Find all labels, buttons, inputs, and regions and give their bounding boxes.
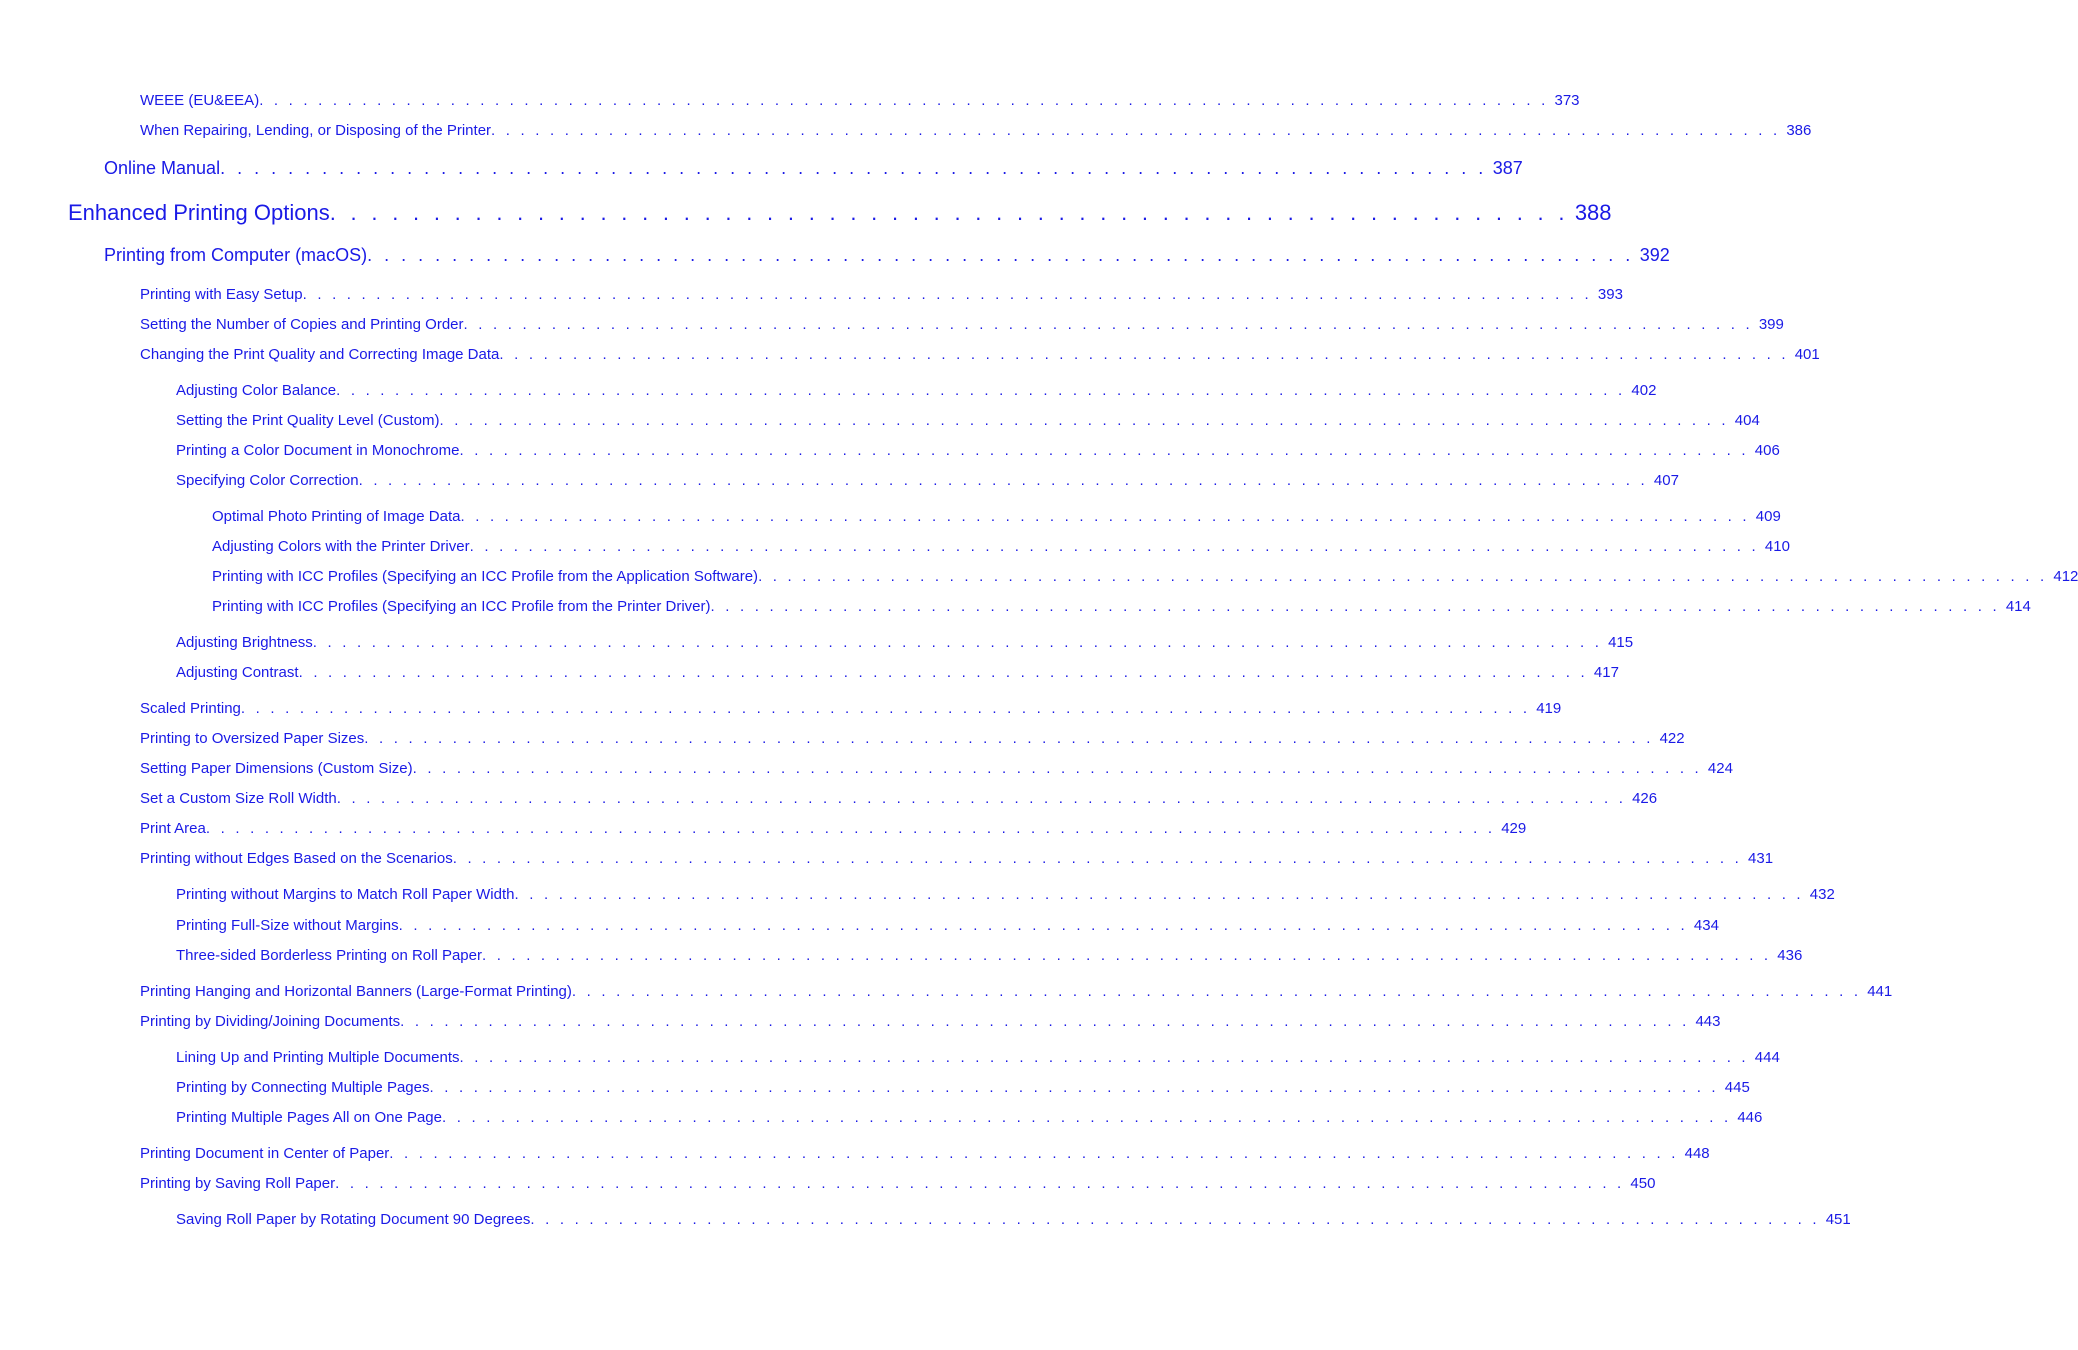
toc-entry[interactable]: [68, 200, 1612, 226]
toc-entry[interactable]: [140, 730, 1685, 747]
toc-entry-title: Adjusting Color Balance: [176, 382, 337, 399]
toc-entry-title: Changing the Print Quality and Correcting Image Data: [140, 346, 500, 363]
toc-entry[interactable]: [176, 1211, 1851, 1228]
toc-entry[interactable]: [176, 1109, 1763, 1126]
toc-entry-title: Saving Roll Paper by Rotating Document 90 Degrees: [176, 1211, 531, 1228]
toc-entry-title: Setting Paper Dimensions (Custom Size): [140, 760, 413, 777]
toc-page-number: 399: [1758, 316, 1784, 333]
toc-page-number: 417: [1593, 664, 1619, 681]
dot-leader: . . . . . . . . . . . . . . . . . . . . . . . . . . . . . . . . . . . . . . . . . . . . . . . . . . . . . . . . . . . . . . . . . . . . . . . . . . . . . . . . . . . . . . . .: [312, 634, 1603, 651]
dot-leader: . . . . . . . . . . . . . . . . . . . . . . . . . . . . . . . . . . . . . . . . . . . . . . . . . . . . . . . . . . . . . . . . . . . . . . . . . . . . . . . . . . . . . . . .: [298, 664, 1588, 681]
toc-entry-title: Three-sided Borderless Printing on Roll Paper: [176, 947, 482, 964]
toc-entry[interactable]: [176, 442, 1780, 459]
toc-entry-title: Printing from Computer (macOS): [104, 245, 368, 265]
toc-page-number: 410: [1764, 538, 1790, 555]
toc-entry-title: Printing without Edges Based on the Scenarios: [140, 850, 453, 867]
dot-leader: . . . . . . . . . . . . . . . . . . . . . . . . . . . . . . . . . . . . . . . . . . . . . . . . . . . . . . . . . . . . . . . . . . . . . . . . . . . . . . . . . . . . . . . .: [460, 508, 1750, 525]
dot-leader: . . . . . . . . . . . . . . . . . . . . . . . . . . . . . . . . . . . . . . . . . . . . . . . . . . . . . . . . . . . . . . . . . . . . . . . . . . . . . . . . . . . . . . . .: [429, 1079, 1719, 1096]
toc-page-number: 415: [1608, 634, 1634, 651]
dot-leader: . . . . . . . . . . . . . . . . . . . . . . . . . . . . . . . . . . . . . . . . . . . . . . . . . . . . . . . . . . . . . . . . . . . . . . . . . . . . . . . . . . . . . . . .: [412, 760, 1702, 777]
dot-leader: . . . . . . . . . . . . . . . . . . . . . . . . . . . . . . . . . . . . . . . . . . . . . . . . . . . . . . . . . . . . . . . . . . . . . . . . . . . . . . . . . . . . . . . .: [514, 886, 1804, 903]
toc-entry[interactable]: [212, 508, 1781, 525]
toc-entry[interactable]: [140, 92, 1580, 109]
toc-entry-title: Specifying Color Correction: [176, 472, 359, 489]
toc-page-number: 451: [1825, 1211, 1851, 1228]
dot-leader: . . . . . . . . . . . . . . . . . . . . . . . . . . . . . . . . . . . . . . . . . . . . . . . . . . . . . . . . . . . . . . . . . . . . . . . . . . . . . . . . . . . . . . . .: [302, 286, 1592, 303]
toc-entry-title: Printing with ICC Profiles (Specifying an ICC Profile from the Printer Driver): [212, 598, 711, 615]
dot-leader: . . . . . . . . . . . . . . . . . . . . . . . . . . . . . . . . . . . . . . . . . . . . . . . . . . . . . . . . . . . . . . . . . . . . . . . . . . . . . . . . . . . . . . . .: [463, 316, 1753, 333]
toc-entry-title: Print Area: [140, 820, 206, 837]
toc-entry-title: Setting the Print Quality Level (Custom): [176, 412, 440, 429]
toc-page-number: 436: [1777, 947, 1803, 964]
dot-leader: . . . . . . . . . . . . . . . . . . . . . . . . . . . . . . . . . . . . . . . . . . . . . . . . . . . . . . . . . . . . . . . . . . . . . . . . . . . . . . . . . . . . . . . .: [335, 1175, 1625, 1192]
toc-page-number: 445: [1724, 1079, 1750, 1096]
toc-entry[interactable]: [176, 412, 1760, 429]
dot-leader: . . . . . . . . . . . . . . . . . . . . . . . . . . . . . . . . . . . . . . . . . . . . . . . . . . . . . . . . . . . . . . . . . . . . . . . . . . . . . . . . . . . . . . . .: [439, 412, 1729, 429]
toc-entry[interactable]: [176, 886, 1835, 903]
toc-entry[interactable]: [140, 122, 1812, 139]
dot-leader: . . . . . . . . . . . . . . . . . . . . . . . . . . . . . . . . . . . . . . . . . . . . . . . . . . . . . . . . . . . . . . . . . . . . . . . . . . . . . . . . . . . . . . . .: [398, 917, 1688, 934]
dot-leader: . . . . . . . . . . . . . . . . . . . . . . . . . . . . . . . . . . . . . . . . . . . . . . . . . . . . . . . . . . . . . . . . . . . . . . . . . . . . . . . . . . . . . . . .: [481, 947, 1772, 964]
dot-leader: . . . . . . . . . . . . . . . . . . . . . . . . . . . . . . . . . . . . . . . . . . . . . . . . . . . . . . . . . . . . . . . . . . . . . . . . . . . . . . . . . . . . . . . .: [452, 850, 1743, 867]
toc-entry[interactable]: [212, 568, 2078, 585]
toc-page-number: 414: [2005, 598, 2031, 615]
toc-entry[interactable]: [140, 1013, 1721, 1030]
toc-entry-title: Printing by Dividing/Joining Documents: [140, 1013, 401, 1030]
toc-page-number: 373: [1554, 92, 1580, 109]
toc-entry-title: Printing Hanging and Horizontal Banners (Large-Format Printing): [140, 983, 572, 1000]
toc-page-number: 387: [1492, 158, 1523, 178]
toc-entry-title: Printing Multiple Pages All on One Page: [176, 1109, 442, 1126]
toc-entry[interactable]: [140, 286, 1623, 303]
toc-entry-title: Setting the Number of Copies and Printing Order: [140, 316, 464, 333]
toc-entry-title: Enhanced Printing Options: [68, 200, 330, 225]
toc-entry[interactable]: [176, 472, 1679, 489]
toc-entry-title: Online Manual: [104, 158, 221, 178]
dot-leader: . . . . . . . . . . . . . . . . . . . . . . . . . . . . . . . . . . . . . . . . . . . . . . . . . . . . . . . . . . . . . . . . . . . . . . . . . . . . . . . . . . . . . . . .: [459, 1049, 1749, 1066]
toc-entry-title: Printing by Connecting Multiple Pages: [176, 1079, 430, 1096]
toc-entry-title: Printing by Saving Roll Paper: [140, 1175, 336, 1192]
toc-page-number: 401: [1794, 346, 1820, 363]
toc-page-number: 431: [1748, 850, 1774, 867]
toc-page-number: 443: [1695, 1013, 1721, 1030]
toc-page-number: 450: [1630, 1175, 1656, 1192]
toc-entry-title: Adjusting Colors with the Printer Driver: [212, 538, 470, 555]
toc-entry[interactable]: [140, 1175, 1656, 1192]
dot-leader: . . . . . . . . . . . . . . . . . . . . . . . . . . . . . . . . . . . . . . . . . . . . . . . . . . . . . . . . . . . . . . . . . . . . . . . . . . . . . . . . . . . . . . . .: [364, 730, 1654, 747]
toc-entry[interactable]: [176, 664, 1619, 681]
toc-page-number: 424: [1707, 760, 1733, 777]
toc-page-number: 446: [1737, 1109, 1763, 1126]
toc-entry-title: Scaled Printing: [140, 700, 241, 717]
toc-entry[interactable]: [212, 598, 2031, 615]
toc-entry-title: Printing with Easy Setup: [140, 286, 303, 303]
toc-entry-title: WEEE (EU&EEA): [140, 92, 260, 109]
toc-entry-title: Lining Up and Printing Multiple Documents: [176, 1049, 460, 1066]
dot-leader: . . . . . . . . . . . . . . . . . . . . . . . . . . . . . . . . . . . . . . . . . . . . . . . . . . . . . . . . . . . . . . . . . . . . . . . . . . . . . . . . . . . . . . . .: [259, 92, 1549, 109]
toc-entry[interactable]: [104, 245, 1670, 266]
toc-page-number: 392: [1639, 245, 1670, 265]
dot-leader: . . . . . . . . . . . . . . . . . . . . . . . . . . . . . . . . . . . . . . . . . . . . . . . . . . . . . . . . . . . . . . . . . . . . . . . . . . . . . . . . . . . . . . . .: [530, 1211, 1820, 1228]
dot-leader: . . . . . . . . . . . . . . . . . . . . . . . . . . . . . . . . . . . . . . . . . . . . . . . . . . . . . . . . . . . . . . . . . . . . . . . . . . . . . . . . . . . . . . . .: [571, 983, 1862, 1000]
toc-entry[interactable]: [140, 760, 1733, 777]
toc-page-number: 448: [1684, 1145, 1710, 1162]
dot-leader: . . . . . . . . . . . . . . . . . . . . . . . . . . . . . . . . . . . . . . . . . . . . . . . . . . . . . . . . . . . . . . . . . . . . . . . . . . . . . . . . . . . . . . . .: [710, 598, 2000, 615]
toc-entry[interactable]: [176, 947, 1803, 964]
toc-entry-title: Adjusting Brightness: [176, 634, 313, 651]
dot-leader: . . . . . . . . . . . . . . . . . . . . . . . . . . . . . . . . . . . . . . . . . . . . . . . . . . . . . . . . . . . . . . . . . . . . . . . . . . . . . . . . . . . . . . . .: [491, 122, 1781, 139]
toc-entry[interactable]: [140, 700, 1562, 717]
toc-entry[interactable]: [140, 820, 1527, 837]
toc-entry-title: Printing a Color Document in Monochrome: [176, 442, 460, 459]
toc-page-number: 422: [1659, 730, 1685, 747]
toc-entry[interactable]: [176, 1049, 1780, 1066]
dot-leader: . . . . . . . . . . . . . . . . . . . . . . . . . . . . . . . . . . . . . . . . . . . . . . . . . . . . . . . . . . . . . . . . . . . . . . . . . . . . . . . . . . . . . . . .: [358, 472, 1648, 489]
dot-leader: . . . . . . . . . . . . . . . . . . . . . . . . . . . . . . . . . . . . . . . . . . . . . . . . . . . . . . . . . . . . . . . . . . . . . . . . . . . . . . . . . . . . . . . .: [240, 700, 1531, 717]
toc-page-number: 406: [1754, 442, 1780, 459]
toc-page-number: 386: [1786, 122, 1812, 139]
toc-page-number: 419: [1536, 700, 1562, 717]
dot-leader: . . . . . . . . . . . . . . . . . . . . . . . . . . . . . . . . . . . . . . . . . . . . . . . . . . . . . . . . . . . . . . . . . . . . . . . . . . . . . . . . . . . . . . . .: [442, 1109, 1732, 1126]
toc-entry-title: Set a Custom Size Roll Width: [140, 790, 337, 807]
dot-leader: . . . . . . . . . . . . . . . . . . . . . . . . . . . . . . . . . . . . . . . . . . . . . . . . . . . . . . . . . . . . . . . . . . . . . . . . . . . . . . . . . . . . . . . .: [400, 1013, 1690, 1030]
toc-page-number: 434: [1693, 917, 1719, 934]
dot-leader: . . . . . . . . . . . . . . . . . . . . . . . . . . . . . . . . . . . . . . . . . . . . . . . . . . . . . . . . . . . . . . . . . . . . . . . . . . . . . . . . . . . . . . . .: [469, 538, 1759, 555]
toc-entry-title: When Repairing, Lending, or Disposing of the Printer: [140, 122, 492, 139]
dot-leader: . . . . . . . . . . . . . . . . . . . . . . . . . . . . . . . . . . . . . . . . . . . . . . . . . . . . . . . . . . . . . . . . . . . . . . . . . . . . . . . . . . . . . . . .: [205, 820, 1496, 837]
dot-leader: . . . . . . . . . . . . . . . . . . . . . . . . . . . . . . . . . . . . . . . . . . . . . . . . . . . . . . . . . . . . . . . . . . . . . . . . . . . . . . . . . . . . . . . .: [336, 382, 1626, 399]
toc-page-number: 404: [1734, 412, 1760, 429]
toc-entry-title: Optimal Photo Printing of Image Data: [212, 508, 461, 525]
toc-page-number: 441: [1867, 983, 1893, 1000]
toc-entry[interactable]: [104, 158, 1523, 179]
toc-entry[interactable]: [140, 1145, 1710, 1162]
toc-entry[interactable]: [176, 917, 1719, 934]
toc-entry[interactable]: [140, 346, 1820, 363]
toc-entry-title: Adjusting Contrast: [176, 664, 299, 681]
toc-entry[interactable]: [140, 983, 1893, 1000]
toc-page-number: 432: [1809, 886, 1835, 903]
toc-entry[interactable]: [176, 1079, 1750, 1096]
toc-page-number: 444: [1754, 1049, 1780, 1066]
toc-entry[interactable]: [140, 850, 1774, 867]
toc-page-number: 407: [1653, 472, 1679, 489]
toc-entry-title: Printing Full-Size without Margins: [176, 917, 399, 934]
dot-leader: . . . . . . . . . . . . . . . . . . . . . . . . . . . . . . . . . . . . . . . . . . . . . . . . . . . . . . . . . . . . . . . . . . . . . . . . . . . . . . . . . . . . . . . .: [459, 442, 1749, 459]
toc-entry[interactable]: [212, 538, 1790, 555]
toc-page-number: 409: [1755, 508, 1781, 525]
toc-entry-title: Printing with ICC Profiles (Specifying an ICC Profile from the Application Software): [212, 568, 759, 585]
toc-entry-title: Printing without Margins to Match Roll Paper Width: [176, 886, 515, 903]
toc-entry[interactable]: [140, 790, 1658, 807]
toc-entry-title: Printing Document in Center of Paper: [140, 1145, 390, 1162]
toc-page-number: 412: [2053, 568, 2078, 585]
toc-entry[interactable]: [176, 634, 1634, 651]
toc-page-number: 426: [1632, 790, 1658, 807]
toc-entry[interactable]: [176, 382, 1657, 399]
dot-leader: . . . . . . . . . . . . . . . . . . . . . . . . . . . . . . . . . . . . . . . . . . . . . . . . . . . . . . . . . . . . . . . . . . . . . . . . . . . . . . . . . . . . . . . .: [758, 568, 2048, 585]
dot-leader: . . . . . . . . . . . . . . . . . . . . . . . . . . . . . . . . . . . . . . . . . . . . . . . . . . . . . . . . . . . . . . . . . . . . . . . . . . . . . . . . . . . . . . . .: [336, 790, 1627, 807]
toc-page-number: 388: [1574, 200, 1612, 225]
toc-page-number: 393: [1597, 286, 1623, 303]
dot-leader: . . . . . . . . . . . . . . . . . . . . . . . . . . . . . . . . . . . . . . . . . . . . . . . . . . . . . . . . . . . . . . . . . . . . . . . . . . .: [220, 158, 1487, 178]
dot-leader: . . . . . . . . . . . . . . . . . . . . . . . . . . . . . . . . . . . . . . . . . . . . . . . . . . . . . . . . . . . . . . . . . . . . . . . . . . . . . . . . . . . . . . . .: [499, 346, 1789, 363]
toc-entry-title: Printing to Oversized Paper Sizes: [140, 730, 365, 747]
dot-leader: . . . . . . . . . . . . . . . . . . . . . . . . . . . . . . . . . . . . . . . . . . . . . . . . . . . . . . . . . . . .: [329, 200, 1569, 225]
dot-leader: . . . . . . . . . . . . . . . . . . . . . . . . . . . . . . . . . . . . . . . . . . . . . . . . . . . . . . . . . . . . . . . . . . . . . . . . . . .: [367, 245, 1634, 265]
toc-page-number: 402: [1631, 382, 1657, 399]
toc-page-number: 429: [1501, 820, 1527, 837]
toc-entry[interactable]: [140, 316, 1784, 333]
dot-leader: . . . . . . . . . . . . . . . . . . . . . . . . . . . . . . . . . . . . . . . . . . . . . . . . . . . . . . . . . . . . . . . . . . . . . . . . . . . . . . . . . . . . . . . .: [389, 1145, 1679, 1162]
